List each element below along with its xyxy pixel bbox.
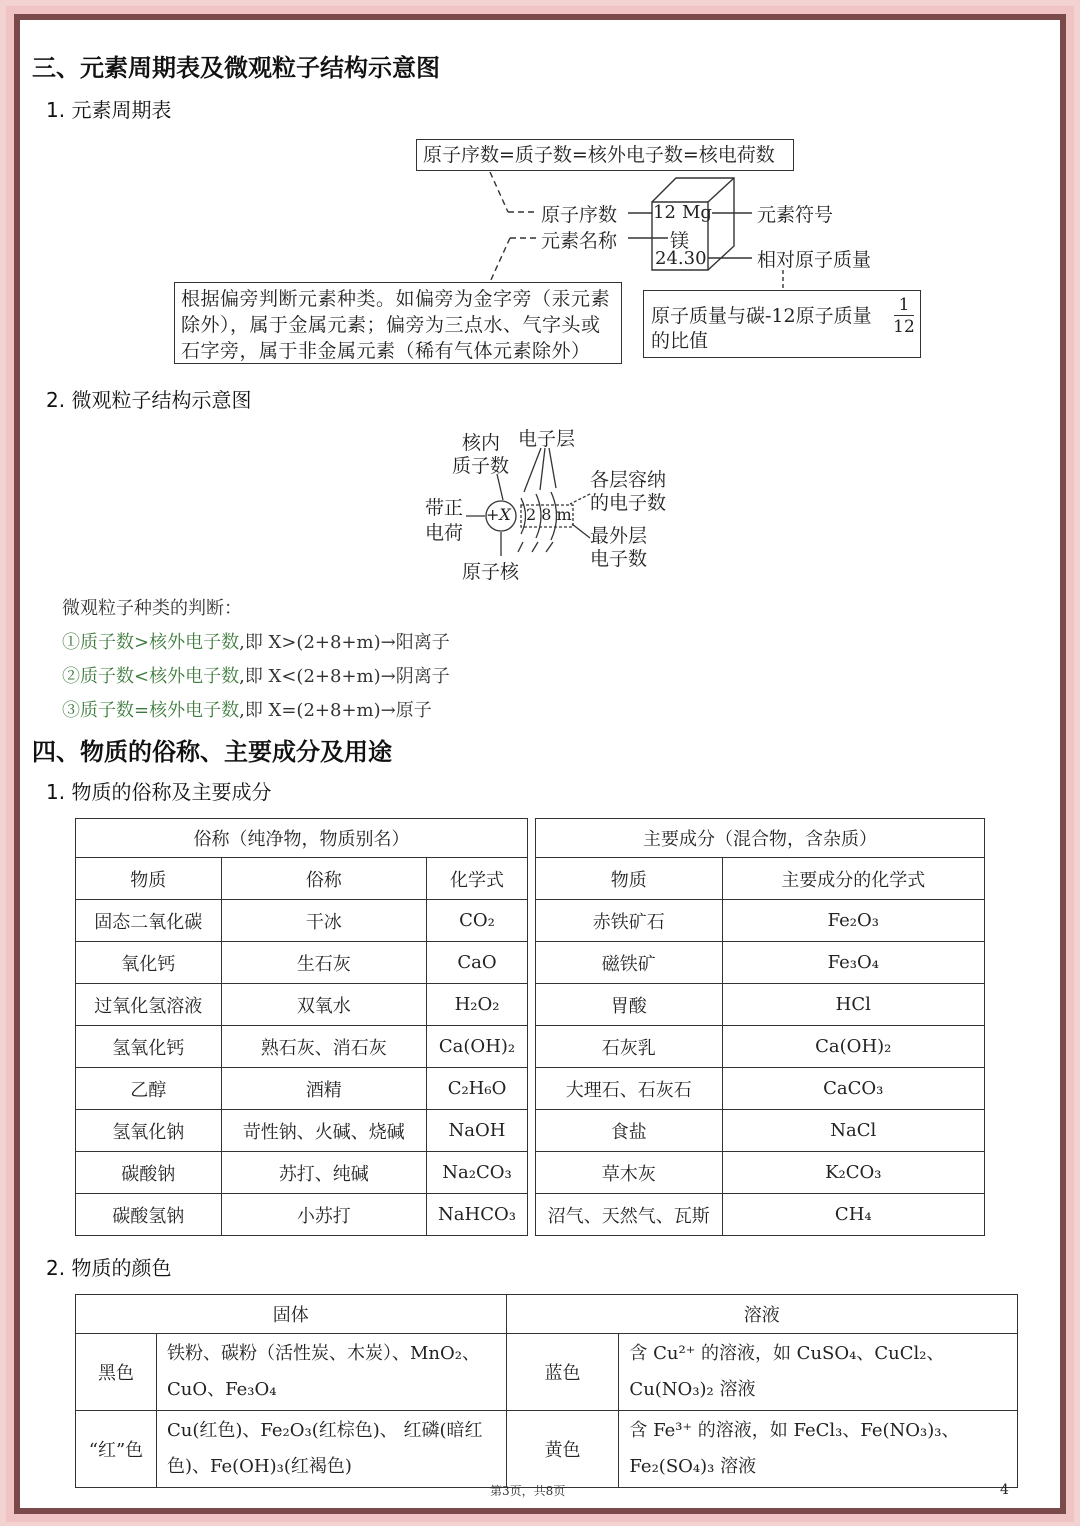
cell: 双氧水: [221, 984, 426, 1026]
table-row: [536, 942, 985, 984]
cell: CO₂: [427, 900, 528, 942]
fraction-denominator: 12: [893, 317, 915, 337]
cell: 固态二氧化碳: [76, 900, 222, 942]
col-substance: 物质: [76, 858, 222, 900]
cube-number: 12: [653, 202, 676, 223]
color-table-head-solution: 溶液: [506, 1295, 1017, 1334]
cell: 氢氧化钠: [76, 1110, 222, 1152]
table-row: [536, 900, 985, 942]
cell: 氢氧化钙: [76, 1026, 222, 1068]
cell: Ca(OH)₂: [427, 1026, 528, 1068]
table-row: [536, 984, 985, 1026]
cube-atomic-mass: 24.30: [655, 248, 707, 269]
judgement-rule-1: [62, 628, 450, 654]
cell: 熟石灰、消石灰: [221, 1026, 426, 1068]
electron-shell-label: 电子层: [518, 428, 576, 450]
rule-3-condition: ③质子数=核外电子数: [62, 700, 240, 721]
cell: NaHCO₃: [427, 1194, 528, 1236]
table-row: [76, 942, 528, 984]
cell: Fe₂O₃: [722, 900, 984, 942]
proton-label-1: 核内: [462, 432, 501, 454]
cell: C₂H₆O: [427, 1068, 528, 1110]
cell: 黄色: [506, 1411, 619, 1488]
table-row: [536, 1068, 985, 1110]
rule-1-result: ,即 X>(2+8+m)→阳离子: [239, 632, 450, 653]
cell: 磁铁矿: [536, 942, 723, 984]
table-row: [76, 1411, 1018, 1488]
table-row: [536, 1152, 985, 1194]
table-row: [536, 1194, 985, 1236]
subsection-colors: 2. 物质的颜色: [46, 1256, 172, 1280]
nucleus-symbol: +X: [486, 505, 511, 524]
col-formula: 化学式: [427, 858, 528, 900]
subsection-common-names: 1. 物质的俗称及主要成分: [46, 780, 272, 804]
cell: H₂O₂: [427, 984, 528, 1026]
capacity-label-1: 各层容纳: [590, 469, 667, 491]
atomic-number-label: 原子序数: [541, 204, 618, 226]
cell: Ca(OH)₂: [722, 1026, 984, 1068]
cell: 生石灰: [221, 942, 426, 984]
table-row: [76, 1110, 528, 1152]
cell: Cu(红色)、Fe₂O₃(红棕色)、 红磷(暗红色)、Fe(OH)₃(红褐色): [156, 1411, 506, 1488]
page-number: 4: [1000, 1482, 1009, 1498]
judgement-rule-2: [62, 662, 450, 688]
table-row: [76, 1152, 528, 1194]
cell: 碳酸氢钠: [76, 1194, 222, 1236]
cell: 铁粉、碳粉（活性炭、木炭）、MnO₂、CuO、Fe₃O₄: [156, 1334, 506, 1411]
section3-title: 三、元素周期表及微观粒子结构示意图: [32, 54, 440, 82]
table-row: [76, 1334, 1018, 1411]
outer-electron-label-2: 电子数: [590, 548, 648, 570]
cube-symbol: Mg: [682, 202, 712, 223]
fraction-numerator: 1: [894, 295, 914, 316]
relative-mass-label: 相对原子质量: [757, 249, 872, 271]
cell: 碳酸钠: [76, 1152, 222, 1194]
shell-numbers: 2 8 m: [526, 505, 572, 524]
charge-label-2: 电荷: [425, 522, 464, 544]
col-substance: 物质: [536, 858, 723, 900]
definition-text-b: 的比值: [651, 330, 709, 352]
cell: 食盐: [536, 1110, 723, 1152]
table-row: [76, 984, 528, 1026]
cell: 石灰乳: [536, 1026, 723, 1068]
charge-label-1: 带正: [425, 497, 464, 519]
cell: 过氧化氢溶液: [76, 984, 222, 1026]
cell: 苏打、纯碱: [221, 1152, 426, 1194]
color-table: [75, 1294, 1018, 1488]
judgement-rule-3: [62, 696, 432, 722]
judgement-title: 微观粒子种类的判断：: [62, 598, 242, 619]
cell: 赤铁矿石: [536, 900, 723, 942]
table-row: [76, 1026, 528, 1068]
col-main-formula: 主要成分的化学式: [722, 858, 984, 900]
color-table-head-solid: 固体: [76, 1295, 507, 1334]
rule-2-condition: ②质子数<核外电子数: [62, 666, 240, 687]
col-common-name: 俗称: [221, 858, 426, 900]
common-name-table: [75, 818, 528, 1236]
common-name-table-head: 俗称（纯净物，物质别名）: [76, 819, 528, 858]
table-row: [76, 1194, 528, 1236]
cell: 酒精: [221, 1068, 426, 1110]
table-row: [536, 1026, 985, 1068]
outer-electron-label-1: 最外层: [590, 525, 648, 547]
table-row: [76, 900, 528, 942]
cell: CH₄: [722, 1194, 984, 1236]
cell: NaOH: [427, 1110, 528, 1152]
subsection-structure-diagram: 2. 微观粒子结构示意图: [46, 388, 252, 412]
main-component-table: [535, 818, 985, 1236]
element-name-label: 元素名称: [541, 230, 618, 252]
cell: NaCl: [722, 1110, 984, 1152]
main-component-table-head: 主要成分（混合物，含杂质）: [536, 819, 985, 858]
cell: 干冰: [221, 900, 426, 942]
atomic-number-equation-box: 原子序数=质子数=核外电子数=核电荷数: [416, 139, 794, 171]
page-footer: 第3页，共8页: [490, 1484, 566, 1498]
table-row: [536, 1110, 985, 1152]
section4-title: 四、物质的俗称、主要成分及用途: [32, 738, 392, 766]
cell: 氧化钙: [76, 942, 222, 984]
radical-judgement-box: 根据偏旁判断元素种类。如偏旁为金字旁（汞元素除外），属于金属元素；偏旁为三点水、气字头或石字旁，属于非金属元素（稀有气体元素除外）: [174, 282, 622, 364]
cell: CaCO₃: [722, 1068, 984, 1110]
cell: CaO: [427, 942, 528, 984]
cell: Na₂CO₃: [427, 1152, 528, 1194]
cell: HCl: [722, 984, 984, 1026]
proton-label-2: 质子数: [452, 455, 510, 477]
table-row: [76, 1068, 528, 1110]
cell: 胃酸: [536, 984, 723, 1026]
cell: 含 Cu²⁺ 的溶液，如 CuSO₄、CuCl₂、Cu(NO₃)₂ 溶液: [619, 1334, 1018, 1411]
rule-2-result: ,即 X<(2+8+m)→阴离子: [239, 666, 450, 687]
cell: 沼气、天然气、瓦斯: [536, 1194, 723, 1236]
cell: 蓝色: [506, 1334, 619, 1411]
element-symbol-label: 元素符号: [757, 204, 834, 226]
cell: 小苏打: [221, 1194, 426, 1236]
cell: 草木灰: [536, 1152, 723, 1194]
nucleus-label: 原子核: [462, 561, 520, 583]
cell: 含 Fe³⁺ 的溶液，如 FeCl₃、Fe(NO₃)₃、Fe₂(SO₄)₃ 溶液: [619, 1411, 1018, 1488]
cell: “红”色: [76, 1411, 157, 1488]
cell: 乙醇: [76, 1068, 222, 1110]
cell: K₂CO₃: [722, 1152, 984, 1194]
cell: 苛性钠、火碱、烧碱: [221, 1110, 426, 1152]
cell: 黑色: [76, 1334, 157, 1411]
subsection-periodic-table: 1. 元素周期表: [46, 98, 172, 122]
capacity-label-2: 的电子数: [590, 492, 667, 514]
rule-3-result: ,即 X=(2+8+m)→原子: [239, 700, 432, 721]
cell: Fe₃O₄: [722, 942, 984, 984]
rule-1-condition: ①质子数>核外电子数: [62, 632, 240, 653]
cell: 大理石、石灰石: [536, 1068, 723, 1110]
definition-text-a: 原子质量与碳-12原子质量: [651, 305, 872, 327]
cube-element-name: 镁: [670, 230, 690, 252]
